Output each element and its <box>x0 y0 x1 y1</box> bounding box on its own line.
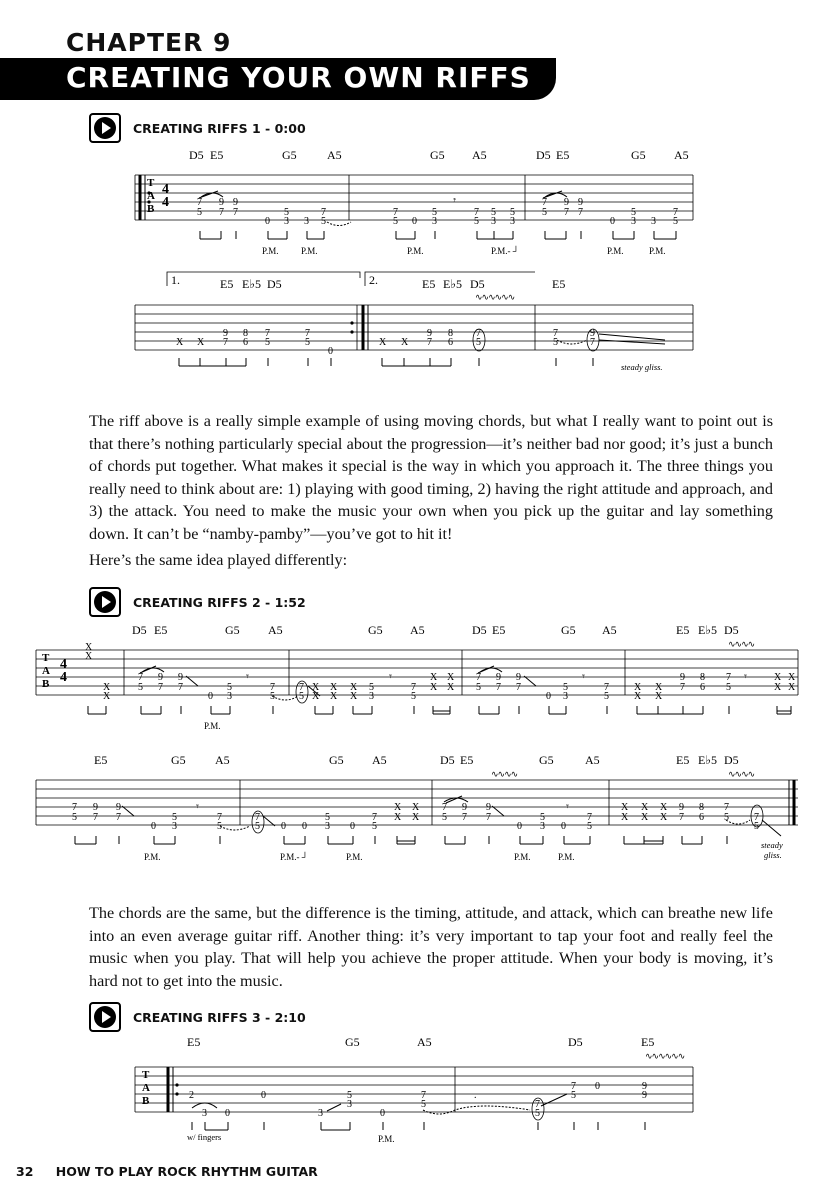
svg-text:5: 5 <box>393 216 398 227</box>
svg-text:5: 5 <box>255 821 260 832</box>
svg-text:5: 5 <box>270 691 275 702</box>
svg-text:E5: E5 <box>210 148 224 162</box>
svg-text:P.M.: P.M. <box>607 246 624 256</box>
svg-text:steady gliss.: steady gliss. <box>621 362 663 372</box>
svg-text:G5: G5 <box>345 1035 360 1049</box>
svg-text:5: 5 <box>553 337 558 348</box>
svg-text:A: A <box>42 665 50 677</box>
svg-text:7: 7 <box>486 812 491 823</box>
svg-text:7: 7 <box>590 337 595 348</box>
svg-text:5: 5 <box>284 207 289 218</box>
svg-text:A: A <box>147 190 155 202</box>
svg-text:X: X <box>379 337 387 348</box>
svg-text:X: X <box>350 691 358 702</box>
svg-text:X: X <box>85 651 93 662</box>
svg-text:5: 5 <box>421 1099 426 1110</box>
svg-text:9: 9 <box>516 672 521 683</box>
svg-text:5: 5 <box>197 207 202 218</box>
svg-text:5: 5 <box>305 337 310 348</box>
svg-text:D5: D5 <box>724 753 739 767</box>
svg-text:7: 7 <box>680 682 685 693</box>
svg-text:P.M.: P.M. <box>558 852 575 862</box>
svg-text:E♭5: E♭5 <box>443 277 462 291</box>
svg-text:5: 5 <box>411 691 416 702</box>
svg-text:G5: G5 <box>329 753 344 767</box>
svg-text:5: 5 <box>563 682 568 693</box>
svg-text:3: 3 <box>540 821 545 832</box>
svg-text:5: 5 <box>325 812 330 823</box>
svg-text:0: 0 <box>610 216 615 227</box>
svg-text:T: T <box>142 1069 150 1081</box>
svg-text:7: 7 <box>219 207 224 218</box>
svg-text:2.: 2. <box>369 273 378 287</box>
svg-text:1.: 1. <box>171 273 180 287</box>
svg-text:A5: A5 <box>372 753 387 767</box>
svg-text:5: 5 <box>542 207 547 218</box>
svg-text:∿∿∿∿∿∿: ∿∿∿∿∿∿ <box>475 292 515 302</box>
svg-text:X: X <box>103 691 111 702</box>
svg-text:X: X <box>430 672 438 683</box>
svg-text:3: 3 <box>202 1108 207 1119</box>
svg-text:7: 7 <box>542 197 547 208</box>
svg-text:A5: A5 <box>268 623 283 637</box>
svg-text:5: 5 <box>217 821 222 832</box>
svg-text:3: 3 <box>563 691 568 702</box>
svg-text:B: B <box>142 1095 150 1107</box>
svg-text:X: X <box>197 337 205 348</box>
audio-track-1[interactable] <box>89 113 306 143</box>
chapter-title-bar <box>0 58 556 100</box>
svg-text:X: X <box>447 682 455 693</box>
svg-text:7: 7 <box>93 812 98 823</box>
svg-text:5: 5 <box>604 691 609 702</box>
svg-text:9: 9 <box>158 672 163 683</box>
svg-text:5: 5 <box>172 812 177 823</box>
svg-text:X: X <box>660 802 668 813</box>
svg-text:X: X <box>634 691 642 702</box>
svg-text:D5: D5 <box>132 623 147 637</box>
svg-text:3: 3 <box>325 821 330 832</box>
svg-text:7: 7 <box>411 682 416 693</box>
svg-text:X: X <box>394 802 402 813</box>
svg-text:7: 7 <box>516 682 521 693</box>
svg-text:5: 5 <box>474 216 479 227</box>
svg-text:0: 0 <box>561 821 566 832</box>
svg-text:0: 0 <box>261 1090 266 1101</box>
svg-text:D5: D5 <box>568 1035 583 1049</box>
svg-text:0: 0 <box>151 821 156 832</box>
svg-text:D5: D5 <box>440 753 455 767</box>
svg-text:3: 3 <box>432 216 437 227</box>
svg-text:9: 9 <box>578 197 583 208</box>
svg-text:5: 5 <box>347 1090 352 1101</box>
svg-text:∿∿∿∿: ∿∿∿∿ <box>728 769 755 779</box>
svg-text:7: 7 <box>679 812 684 823</box>
play-icon[interactable] <box>89 1002 121 1032</box>
svg-text:X: X <box>103 682 111 693</box>
svg-text:7: 7 <box>372 812 377 823</box>
svg-text:9: 9 <box>427 328 432 339</box>
svg-text:6: 6 <box>243 337 248 348</box>
tab-staff-ex1-row1 <box>135 145 695 265</box>
svg-text:5: 5 <box>442 812 447 823</box>
svg-text:8: 8 <box>700 672 705 683</box>
svg-text:3: 3 <box>318 1108 323 1119</box>
svg-text:7: 7 <box>158 682 163 693</box>
svg-text:7: 7 <box>217 812 222 823</box>
svg-text:X: X <box>394 812 402 823</box>
svg-text:X: X <box>621 802 629 813</box>
svg-text:7: 7 <box>72 802 77 813</box>
svg-text:T: T <box>42 652 50 664</box>
svg-text:0: 0 <box>517 821 522 832</box>
chapter-number: CHAPTER 9 <box>66 28 232 57</box>
svg-text:0: 0 <box>281 821 286 832</box>
svg-text:5: 5 <box>571 1090 576 1101</box>
svg-text:0: 0 <box>208 691 213 702</box>
svg-text:5: 5 <box>138 682 143 693</box>
svg-text:0: 0 <box>265 216 270 227</box>
svg-text:4: 4 <box>60 657 67 672</box>
body-paragraph-2: Here’s the same idea played differently: <box>89 551 348 569</box>
svg-text:D5: D5 <box>724 623 739 637</box>
svg-text:X: X <box>430 682 438 693</box>
svg-text:P.M.: P.M. <box>262 246 279 256</box>
svg-text:5: 5 <box>299 691 304 702</box>
svg-text:9: 9 <box>233 197 238 208</box>
svg-text:7: 7 <box>462 812 467 823</box>
svg-text:9: 9 <box>486 802 491 813</box>
svg-text:5: 5 <box>476 337 481 348</box>
svg-text:5: 5 <box>754 821 759 832</box>
svg-text:7: 7 <box>178 682 183 693</box>
svg-text:D5: D5 <box>267 277 282 291</box>
svg-text:0: 0 <box>225 1108 230 1119</box>
svg-text:7: 7 <box>116 812 121 823</box>
svg-text:gliss.: gliss. <box>764 850 782 860</box>
svg-text:5: 5 <box>369 682 374 693</box>
svg-text:X: X <box>330 682 338 693</box>
svg-text:5: 5 <box>265 337 270 348</box>
svg-text:7: 7 <box>571 1081 576 1092</box>
svg-text:∿∿∿∿: ∿∿∿∿ <box>491 769 518 779</box>
svg-text:P.M.: P.M. <box>378 1134 395 1144</box>
chapter-title: CREATING YOUR OWN RIFFS <box>66 61 531 94</box>
svg-text:X: X <box>447 672 455 683</box>
svg-text:P.M.: P.M. <box>407 246 424 256</box>
svg-text:7: 7 <box>265 328 270 339</box>
play-icon[interactable] <box>89 113 121 143</box>
svg-text:𝄾: 𝄾 <box>566 801 569 813</box>
svg-text:3: 3 <box>304 216 309 227</box>
svg-text:7: 7 <box>305 328 310 339</box>
svg-text:9: 9 <box>679 802 684 813</box>
svg-text:7: 7 <box>673 207 678 218</box>
svg-text:A5: A5 <box>674 148 689 162</box>
svg-text:E5: E5 <box>460 753 474 767</box>
tab-staff-ex2-row2 <box>36 750 800 865</box>
svg-text:P.M.: P.M. <box>649 246 666 256</box>
svg-text:E5: E5 <box>552 277 566 291</box>
audio-track-3[interactable] <box>89 1002 306 1032</box>
svg-text:0: 0 <box>380 1108 385 1119</box>
svg-text:E5: E5 <box>556 148 570 162</box>
svg-text:7: 7 <box>476 328 481 339</box>
svg-text:X: X <box>774 682 782 693</box>
svg-text:P.M.: P.M. <box>204 721 221 731</box>
svg-text:7: 7 <box>726 672 731 683</box>
svg-text:X: X <box>312 682 320 693</box>
svg-text:5: 5 <box>673 216 678 227</box>
svg-text:5: 5 <box>432 207 437 218</box>
svg-text:9: 9 <box>642 1090 647 1101</box>
svg-text:∿∿∿∿∿∿: ∿∿∿∿∿∿ <box>645 1051 685 1061</box>
svg-text:7: 7 <box>604 682 609 693</box>
svg-text:4: 4 <box>60 670 67 685</box>
svg-text:9: 9 <box>219 197 224 208</box>
svg-text:5: 5 <box>587 821 592 832</box>
svg-text:6: 6 <box>448 337 453 348</box>
svg-text:7: 7 <box>138 672 143 683</box>
svg-text:G5: G5 <box>539 753 554 767</box>
svg-text:A5: A5 <box>327 148 342 162</box>
svg-text:7: 7 <box>476 672 481 683</box>
svg-text:G5: G5 <box>282 148 297 162</box>
page-footer <box>16 1164 318 1179</box>
track-label: CREATING RIFFS 3 - 2:10 <box>133 1009 306 1025</box>
svg-text:7: 7 <box>223 337 228 348</box>
svg-text:5: 5 <box>72 812 77 823</box>
svg-text:7: 7 <box>578 207 583 218</box>
svg-text:7: 7 <box>421 1090 426 1101</box>
svg-text:5: 5 <box>724 812 729 823</box>
svg-text:X: X <box>788 682 796 693</box>
svg-text:E5: E5 <box>422 277 436 291</box>
svg-text:3: 3 <box>510 216 515 227</box>
track-label: CREATING RIFFS 1 - 0:00 <box>133 120 306 136</box>
svg-text:∿∿∿∿: ∿∿∿∿ <box>728 639 755 649</box>
svg-text:3: 3 <box>631 216 636 227</box>
svg-text:3: 3 <box>284 216 289 227</box>
svg-text:𝄾: 𝄾 <box>389 671 392 683</box>
svg-text:A5: A5 <box>472 148 487 162</box>
svg-text:9: 9 <box>93 802 98 813</box>
svg-text:5: 5 <box>227 682 232 693</box>
svg-text:G5: G5 <box>368 623 383 637</box>
play-icon[interactable] <box>89 587 121 617</box>
svg-text:9: 9 <box>223 328 228 339</box>
svg-text:P.M.: P.M. <box>144 852 161 862</box>
svg-text:7: 7 <box>754 812 759 823</box>
svg-text:7: 7 <box>587 812 592 823</box>
body-paragraph-3: The chords are the same, but the difference is the timing, attitude, and attack, which can breathe new life into an even average guitar riff. Another thing: it’s very important to tap your foot and really feel the music when you play. That will help you achieve the proper attitude. When your body is moving, it’s hard not to get into the music. <box>89 904 773 990</box>
svg-text:7: 7 <box>553 328 558 339</box>
svg-text:X: X <box>401 337 409 348</box>
svg-text:7: 7 <box>564 207 569 218</box>
svg-text:3: 3 <box>651 216 656 227</box>
svg-text:3: 3 <box>227 691 232 702</box>
svg-text:𝄾: 𝄾 <box>452 195 455 207</box>
svg-text:7: 7 <box>233 207 238 218</box>
svg-text:𝄾: 𝄾 <box>246 671 249 683</box>
svg-text:G5: G5 <box>561 623 576 637</box>
svg-text:E5: E5 <box>187 1035 201 1049</box>
svg-text:E5: E5 <box>220 277 234 291</box>
svg-text:X: X <box>621 812 629 823</box>
svg-text:B: B <box>147 203 155 215</box>
svg-text:5: 5 <box>491 207 496 218</box>
svg-text:5: 5 <box>535 1108 540 1119</box>
svg-text:A5: A5 <box>215 753 230 767</box>
svg-text:8: 8 <box>243 328 248 339</box>
svg-text:E♭5: E♭5 <box>698 753 717 767</box>
svg-text:.: . <box>474 1090 477 1101</box>
svg-text:𝄾: 𝄾 <box>744 671 747 683</box>
svg-text:9: 9 <box>116 802 121 813</box>
svg-text:9: 9 <box>680 672 685 683</box>
svg-text:G5: G5 <box>430 148 445 162</box>
svg-text:P.M.: P.M. <box>514 852 531 862</box>
svg-text:D5: D5 <box>536 148 551 162</box>
svg-text:X: X <box>350 682 358 693</box>
svg-text:X: X <box>641 802 649 813</box>
svg-text:D5: D5 <box>470 277 485 291</box>
svg-text:X: X <box>655 691 663 702</box>
svg-text:7: 7 <box>197 197 202 208</box>
svg-text:7: 7 <box>270 682 275 693</box>
svg-text:9: 9 <box>178 672 183 683</box>
svg-text:X: X <box>788 672 796 683</box>
svg-text:E5: E5 <box>154 623 168 637</box>
svg-text:7: 7 <box>442 802 447 813</box>
svg-text:0: 0 <box>328 346 333 357</box>
svg-text:P.M.: P.M. <box>346 852 363 862</box>
svg-text:𝄾: 𝄾 <box>582 671 585 683</box>
svg-text:5: 5 <box>476 682 481 693</box>
svg-text:4: 4 <box>162 182 169 197</box>
tab-staff-ex3 <box>135 1032 695 1150</box>
svg-text:E5: E5 <box>676 623 690 637</box>
svg-text:9: 9 <box>590 328 595 339</box>
svg-text:3: 3 <box>369 691 374 702</box>
svg-text:7: 7 <box>255 812 260 823</box>
svg-text:A5: A5 <box>602 623 617 637</box>
page-number: 32 <box>16 1164 34 1179</box>
svg-text:3: 3 <box>347 1099 352 1110</box>
svg-text:7: 7 <box>724 802 729 813</box>
svg-text:D5: D5 <box>472 623 487 637</box>
svg-text:X: X <box>312 691 320 702</box>
svg-text:6: 6 <box>699 812 704 823</box>
svg-text:8: 8 <box>448 328 453 339</box>
svg-text:0: 0 <box>595 1081 600 1092</box>
svg-text:G5: G5 <box>631 148 646 162</box>
svg-text:5: 5 <box>321 216 326 227</box>
svg-text:G5: G5 <box>171 753 186 767</box>
svg-text:3: 3 <box>491 216 496 227</box>
svg-text:𝄾: 𝄾 <box>196 801 199 813</box>
svg-text:5: 5 <box>631 207 636 218</box>
svg-text:9: 9 <box>496 672 501 683</box>
svg-text:X: X <box>85 642 93 653</box>
svg-text:7: 7 <box>496 682 501 693</box>
svg-text:A5: A5 <box>410 623 425 637</box>
svg-text:X: X <box>641 812 649 823</box>
svg-text:E5: E5 <box>94 753 108 767</box>
svg-text:9: 9 <box>642 1081 647 1092</box>
svg-text:7: 7 <box>427 337 432 348</box>
svg-text:4: 4 <box>162 195 169 210</box>
svg-text:0: 0 <box>350 821 355 832</box>
track-label: CREATING RIFFS 2 - 1:52 <box>133 594 306 610</box>
svg-text:7: 7 <box>299 682 304 693</box>
svg-text:2: 2 <box>189 1090 194 1101</box>
svg-text:T: T <box>147 177 155 189</box>
audio-track-2[interactable] <box>89 587 306 617</box>
svg-text:P.M.- ┘: P.M.- ┘ <box>491 246 520 256</box>
svg-text:X: X <box>412 812 420 823</box>
body-paragraph-1: The riff above is a really simple example of using moving chords, but what I really want to point out is that there’s nothing particularly special about the progression—it’s neither bad nor good; it’s just a bunch of chords put together. What makes it special is the way in which you approach it. The three things you really need to think about are: 1) playing with good timing, 2) having the right attitude and approach, and 3) the attack. You need to make the music your own when you pick up the guitar and lay something down. It can’t be “namby-pamby”—you’ve got to hit it! <box>89 412 773 543</box>
svg-text:A5: A5 <box>585 753 600 767</box>
svg-text:steady: steady <box>761 840 783 850</box>
svg-text:E♭5: E♭5 <box>698 623 717 637</box>
svg-text:5: 5 <box>372 821 377 832</box>
svg-text:E♭5: E♭5 <box>242 277 261 291</box>
svg-text:5: 5 <box>726 682 731 693</box>
svg-text:X: X <box>330 691 338 702</box>
svg-text:X: X <box>412 802 420 813</box>
svg-text:D5: D5 <box>189 148 204 162</box>
svg-text:A5: A5 <box>417 1035 432 1049</box>
svg-text:X: X <box>660 812 668 823</box>
svg-text:8: 8 <box>699 802 704 813</box>
svg-text:6: 6 <box>700 682 705 693</box>
svg-text:7: 7 <box>535 1099 540 1110</box>
svg-text:0: 0 <box>412 216 417 227</box>
svg-text:X: X <box>176 337 184 348</box>
svg-text:3: 3 <box>172 821 177 832</box>
svg-text:P.M.: P.M. <box>301 246 318 256</box>
svg-text:E5: E5 <box>492 623 506 637</box>
tab-staff-ex1-row2 <box>135 268 695 378</box>
svg-text:P.M.- ┘: P.M.- ┘ <box>280 852 309 862</box>
svg-text:5: 5 <box>510 207 515 218</box>
svg-text:X: X <box>655 682 663 693</box>
svg-text:7: 7 <box>321 207 326 218</box>
svg-text:A: A <box>142 1082 150 1094</box>
svg-text:0: 0 <box>546 691 551 702</box>
svg-text:9: 9 <box>462 802 467 813</box>
svg-text:X: X <box>634 682 642 693</box>
book-title: HOW TO PLAY ROCK RHYTHM GUITAR <box>55 1164 318 1179</box>
svg-text:G5: G5 <box>225 623 240 637</box>
svg-text:7: 7 <box>474 207 479 218</box>
svg-text:B: B <box>42 678 50 690</box>
svg-text:7: 7 <box>393 207 398 218</box>
svg-text:5: 5 <box>540 812 545 823</box>
svg-text:w/ fingers: w/ fingers <box>187 1132 222 1142</box>
tab-staff-ex2-row1 <box>36 620 800 740</box>
svg-text:E5: E5 <box>641 1035 655 1049</box>
svg-text:E5: E5 <box>676 753 690 767</box>
svg-text:9: 9 <box>564 197 569 208</box>
svg-text:X: X <box>774 672 782 683</box>
svg-text:0: 0 <box>302 821 307 832</box>
